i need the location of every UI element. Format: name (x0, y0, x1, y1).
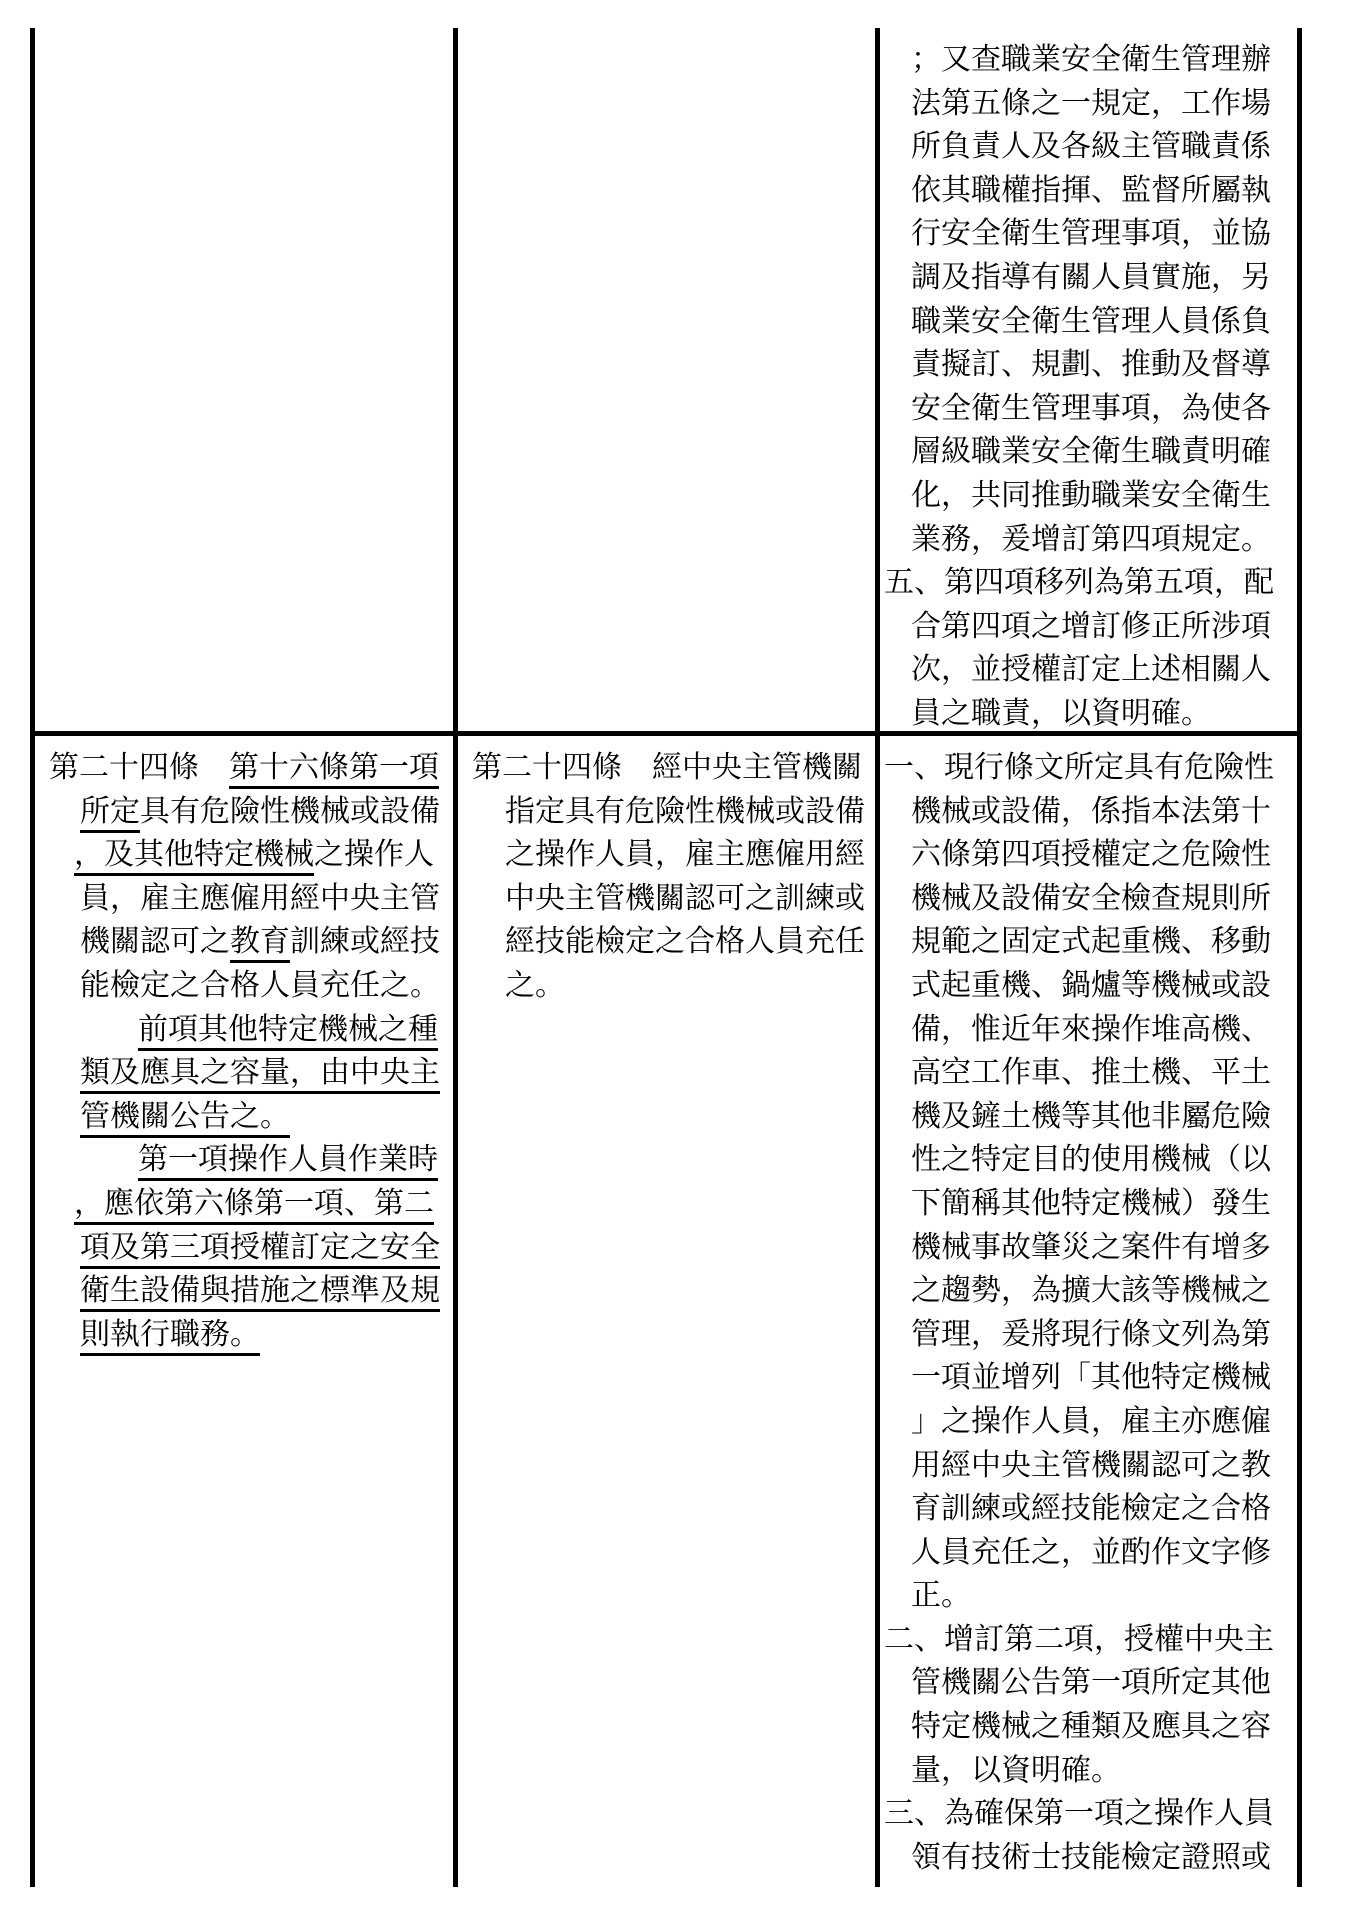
text-run: 行安全衛生管理事項，並協 (911, 217, 1271, 251)
text-run: 三、為確保第一項之操作人員 (884, 1797, 1274, 1831)
text-run: 管機關公告第一項所定其他 (911, 1666, 1271, 1700)
text-run: 安全衛生管理事項，為使各 (911, 391, 1271, 425)
text-run: 五、第四項移列為第五項，配 (884, 566, 1274, 600)
text-line (884, 561, 1297, 605)
text-line (911, 1531, 1297, 1575)
text-line (884, 1618, 1297, 1662)
text-run: 領有技術士技能檢定證照或 (911, 1840, 1271, 1874)
text-run: 一項並增列「其他特定機械 (911, 1361, 1271, 1395)
text-line (80, 877, 453, 921)
text-run: 機械事故肇災之案件有增多 (911, 1230, 1271, 1264)
text-line (911, 1051, 1297, 1095)
text-run: 機械及設備安全檢查規則所 (911, 881, 1271, 915)
text-line (80, 1051, 453, 1095)
text-line (911, 1487, 1297, 1531)
text-line (911, 1269, 1297, 1313)
text-run: 之操作人 (314, 838, 434, 872)
text-run: 訓練或經技 (290, 925, 440, 959)
row2-explanation-cell (880, 736, 1297, 1887)
text-line (911, 964, 1297, 1008)
text-run: 二、增訂第二項，授權中央主 (884, 1622, 1274, 1656)
text-line (911, 169, 1297, 213)
text-line (49, 746, 453, 790)
text-line (884, 1792, 1297, 1836)
text-run: 特定機械之種類及應具之容 (911, 1710, 1271, 1744)
text-line (911, 518, 1297, 562)
underlined-text-run: 教育 (230, 925, 290, 963)
underlined-text-run: 管機關公告之。 (80, 1100, 290, 1138)
underlined-text-run: ，及其他特定機械 (74, 838, 314, 876)
text-line (80, 1269, 453, 1313)
text-run: 職業安全衛生管理人員係負 (911, 304, 1271, 338)
text-line (911, 1226, 1297, 1270)
text-run: 次，並授權訂定上述相關人 (911, 653, 1271, 687)
text-run: 機關認可之 (80, 925, 230, 959)
text-run: 化，共同推動職業安全衛生 (911, 478, 1271, 512)
text-run: 中央主管機關認可之訓練或 (505, 881, 865, 915)
text-run: 第二十四條 經中央主管機關 (472, 751, 862, 784)
underlined-text-run: 則執行職務。 (80, 1318, 260, 1356)
text-line (911, 212, 1297, 256)
text-run: 備，惟近年來操作堆高機、 (911, 1012, 1271, 1046)
underlined-text-run: 第十六條第一項 (229, 751, 439, 789)
text-line (505, 833, 875, 877)
text-line (472, 746, 875, 790)
text-run: 」之操作人員，雇主亦應僱 (911, 1404, 1271, 1438)
text-line (80, 1095, 453, 1139)
text-line (911, 1444, 1297, 1488)
text-line (911, 430, 1297, 474)
text-line (505, 877, 875, 921)
text-line (911, 343, 1297, 387)
text-run: 之。 (505, 968, 565, 1002)
text-run: 經技能檢定之合格人員充任 (505, 925, 865, 959)
text-run: 式起重機、鍋爐等機械或設 (911, 968, 1271, 1002)
text-line (911, 1008, 1297, 1052)
text-line (505, 920, 875, 964)
text-run: 法第五條之一規定，工作場 (911, 86, 1271, 120)
text-run: 指定具有危險性機械或設備 (505, 794, 865, 828)
text-line (911, 38, 1297, 82)
text-line (911, 1182, 1297, 1226)
text-line (911, 125, 1297, 169)
text-run: 責擬訂、規劃、推動及督導 (911, 348, 1271, 382)
text-line (911, 1661, 1297, 1705)
text-run: 能檢定之合格人員充任之。 (80, 968, 440, 1002)
text-line (138, 1138, 453, 1182)
text-run: 育訓練或經技能檢定之合格 (911, 1492, 1271, 1526)
text-run: 第二十四條 (49, 751, 229, 784)
text-run: 之操作人員，雇主應僱用經 (505, 838, 865, 872)
text-line (74, 1182, 453, 1226)
text-line (911, 877, 1297, 921)
text-line (80, 790, 453, 834)
text-line (911, 256, 1297, 300)
text-line (911, 648, 1297, 692)
text-line (911, 833, 1297, 877)
text-run: 員，雇主應僱用經中央主管 (80, 881, 440, 915)
text-line (911, 82, 1297, 126)
text-line (911, 790, 1297, 834)
text-line (911, 1836, 1297, 1880)
text-line (911, 1749, 1297, 1793)
text-run: 層級職業安全衛生職責明確 (911, 435, 1271, 469)
row2-current-text-cell (458, 736, 875, 1887)
text-run: 業務，爰增訂第四項規定。 (911, 522, 1271, 556)
text-run: 管理，爰將現行條文列為第 (911, 1317, 1271, 1351)
text-line (911, 474, 1297, 518)
text-run: 高空工作車、推土機、平土 (911, 1056, 1271, 1090)
text-line (911, 920, 1297, 964)
text-line (74, 833, 453, 877)
text-run: 調及指導有關人員實施，另 (911, 260, 1271, 294)
text-line (911, 1095, 1297, 1139)
text-run: 下簡稱其他特定機械）發生 (911, 1186, 1271, 1220)
text-line (911, 1356, 1297, 1400)
text-run: 規範之固定式起重機、移動 (911, 925, 1271, 959)
text-run: 之趨勢，為擴大該等機械之 (911, 1274, 1271, 1308)
text-run: 正。 (911, 1579, 971, 1613)
underlined-text-run: ，應依第六條第一項、第二 (74, 1187, 434, 1225)
text-run: 性之特定目的使用機械（以 (911, 1143, 1271, 1177)
underlined-text-run: 項及第三項授權訂定之安全 (80, 1231, 440, 1269)
row2-amended-text-cell (35, 736, 453, 1887)
text-line (138, 1008, 453, 1052)
text-run: 量，以資明確。 (911, 1753, 1121, 1787)
table-border-right (1297, 28, 1302, 1887)
text-line (80, 1226, 453, 1270)
text-run: 六條第四項授權定之危險性 (911, 838, 1271, 872)
text-line (505, 964, 875, 1008)
text-line (911, 605, 1297, 649)
underlined-text-run: 第一項操作人員作業時 (138, 1143, 438, 1181)
text-run: 合第四項之增訂修正所涉項 (911, 609, 1271, 643)
text-run: 所負責人及各級主管職責係 (911, 130, 1271, 164)
text-line (505, 790, 875, 834)
text-run: 具有危險性機械或設備 (140, 794, 440, 828)
text-run: 員之職責，以資明確。 (911, 696, 1211, 730)
text-run: 人員充任之，並酌作文字修 (911, 1535, 1271, 1569)
text-line (911, 1313, 1297, 1357)
underlined-text-run: 所定 (80, 795, 140, 833)
text-run: 機及鏟土機等其他非屬危險 (911, 1099, 1271, 1133)
text-line (80, 1313, 453, 1357)
row1-explanation-cell (880, 28, 1297, 731)
text-line (80, 964, 453, 1008)
text-run: 用經中央主管機關認可之教 (911, 1448, 1271, 1482)
text-line (911, 300, 1297, 344)
underlined-text-run: 衛生設備與措施之標準及規 (80, 1274, 440, 1312)
text-line (911, 1705, 1297, 1749)
text-line (911, 387, 1297, 431)
underlined-text-run: 類及應具之容量，由中央主 (80, 1056, 440, 1094)
text-run: 依其職權指揮、監督所屬執 (911, 173, 1271, 207)
text-run: 一、現行條文所定具有危險性 (884, 751, 1274, 784)
text-line (911, 692, 1297, 731)
text-line (911, 1400, 1297, 1444)
text-line (911, 1138, 1297, 1182)
text-line (911, 1574, 1297, 1618)
text-run: 機械或設備，係指本法第十 (911, 794, 1271, 828)
text-run: ；又查職業安全衛生管理辦 (911, 43, 1271, 76)
text-line (884, 746, 1297, 790)
text-line (80, 920, 453, 964)
underlined-text-run: 前項其他特定機械之種 (138, 1013, 438, 1051)
